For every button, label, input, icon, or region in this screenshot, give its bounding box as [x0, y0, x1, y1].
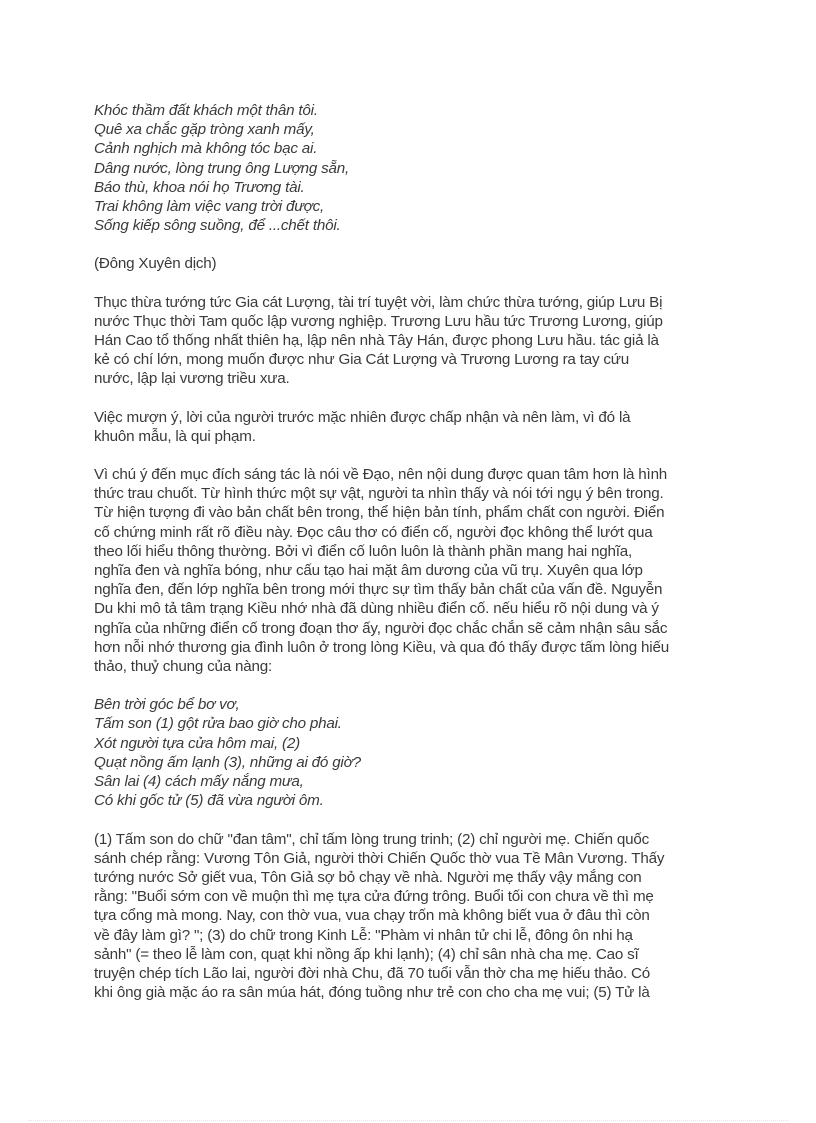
poem-line: Quê xa chắc gặp tròng xanh mấy, — [94, 121, 315, 139]
document-body — [94, 101, 726, 1002]
poem-line: Tấm son (1) gột rửa bao giờ cho phai. — [94, 715, 342, 733]
footnote-line: tướng nước Sở giết vua, Tôn Giả sợ bỏ chạy về nhà. Người mẹ thấy vậy mắng con — [94, 868, 642, 886]
paragraph-line: Việc mượn ý, lời của người trước mặc nhiên được chấp nhận và nên làm, vì đó là — [94, 408, 631, 426]
paragraph-line: Hán Cao tổ thống nhất thiên hạ, lập nên nhà Tây Hán, được phong Lưu hầu. tác giả là — [94, 332, 659, 350]
poem-line: Sân lai (4) cách mấy nắng mưa, — [94, 773, 304, 791]
paragraph-line: Thục thừa tướng tức Gia cát Lượng, tài trí tuyệt vời, làm chức thừa tướng, giúp Lưu Bị — [94, 293, 663, 311]
paragraph-line: khuôn mẫu, là qui phạm. — [94, 427, 256, 445]
paragraph-line: thảo, thuỷ chung của nàng: — [94, 658, 273, 676]
poem-line: Báo thù, khoa nói họ Trương tài. — [94, 178, 305, 196]
poem-translation — [94, 101, 726, 235]
poem-line: Xót người tựa cửa hôm mai, (2) — [94, 734, 300, 752]
paragraph — [94, 465, 726, 676]
paragraph-line: hơn nỗi nhớ thương gia đình luôn ở trong lòng Kiều, và qua đó thấy được tấm lòng hiếu — [94, 638, 669, 656]
poem-line: Bên trời góc bể bơ vơ, — [94, 696, 240, 714]
paragraph-line: kẻ có chí lớn, mong muốn được như Gia Cát Lượng và Trương Lương ra tay cứu — [94, 351, 629, 369]
paragraph — [94, 293, 726, 389]
footnote-line: sánh chép rằng: Vương Tôn Giả, người thời Chiến Quốc thờ vua Tề Mân Vương. Thấy — [94, 849, 665, 867]
paragraph-line: nghĩa đen và nghĩa bóng, như cấu tạo hai mặt âm dương của vũ trụ. Xuyên qua lớp — [94, 562, 643, 580]
poem-line: Có khi gốc tử (5) đã vừa người ôm. — [94, 792, 324, 810]
paragraph-line: nghĩa đen, đến lớp nghĩa bên trong mới thực sự tìm thấy bản chất của vấn đề. Nguyễn — [94, 581, 663, 599]
poem-line: Dâng nước, lòng trung ông Lượng sẵn, — [94, 159, 350, 177]
poem-line: Quạt nồng ấm lạnh (3), những ai đó giờ? — [94, 753, 361, 771]
translator-credit: (Đông Xuyên dịch) — [94, 255, 217, 273]
poem-line: Sống kiếp sông suồng, để ...chết thôi. — [94, 217, 341, 235]
paragraph-line: nước Thục thời Tam quốc lập vương nghiệp. Trương Lưu hầu tức Trương Lương, giúp — [94, 312, 663, 330]
poem-quote — [94, 695, 726, 810]
poem-line: Trai không làm việc vang trời được, — [94, 198, 325, 216]
paragraph-line: Du khi mô tả tâm trạng Kiều nhớ nhà đã dùng nhiều điển cố. nếu hiểu rõ nội dung và ý — [94, 600, 659, 618]
poem-line: Cảnh nghịch mà không tóc bạc ai. — [94, 140, 318, 158]
paragraph-line: theo lối hiểu thông thường. Bởi vì điển cố luôn luôn là thành phần mang hai nghĩa, — [94, 542, 633, 560]
footnote-line: rằng: "Buổi sớm con về muộn thì mẹ tựa cửa đứng trông. Buổi tối con chưa về thì mẹ — [94, 888, 654, 906]
footnote-line: về đây làm gì? "; (3) do chữ trong Kinh Lễ: "Phàm vi nhân tử chi lễ, đông ôn nhi hạ — [94, 926, 633, 944]
footnote-line: khi ông già mặc áo ra sân múa hát, đóng tuồng như trẻ con cho cha mẹ vui; (5) Tử là — [94, 984, 650, 1002]
footnote-line: truyện chép tích Lão lai, người đời nhà Chu, đã 70 tuổi vẫn thờ cha mẹ hiếu thảo. Có — [94, 964, 651, 982]
paragraph-line: thức trau chuốt. Từ hình thức một sự vật, người ta nhìn thấy và nói tới ngụ ý bên trong. — [94, 485, 664, 503]
footnote-line: sảnh" (= theo lễ làm con, quạt khi nồng ấp khi lạnh); (4) chỉ sân nhà cha mẹ. Cao sĩ — [94, 945, 639, 963]
paragraph-line: Vì chú ý đến mục đích sáng tác là nói về Đạo, nên nội dung được quan tâm hơn là hình — [94, 466, 668, 484]
footnote-line: (1) Tấm son do chữ "đan tâm", chỉ tấm lòng trung trinh; (2) chỉ người mẹ. Chiến quốc — [94, 830, 649, 848]
paragraph-line: Từ hiện tượng đi vào bản chất bên trong, thể hiện bản tính, phẩm chất con người. Điển — [94, 504, 665, 522]
footnotes — [94, 830, 726, 1003]
paragraph — [94, 408, 726, 446]
paragraph-line: nghĩa của những điển cố trong đoạn thơ ấy, người đọc chắc chắn sẽ cảm nhận sâu sắc — [94, 619, 668, 637]
paragraph-line: nước, lập lại vương triều xưa. — [94, 370, 290, 388]
poem-line: Khóc thầm đất khách một thân tôi. — [94, 102, 318, 119]
page-bottom-divider — [28, 1120, 788, 1121]
paragraph-line: cố chứng minh rất rõ điều này. Đọc câu thơ có điển cố, người đọc không thể lướt qua — [94, 523, 653, 541]
footnote-line: tựa cổng mà mong. Nay, con thờ vua, vua chạy trốn mà không biết vua ở đâu thì còn — [94, 907, 650, 925]
